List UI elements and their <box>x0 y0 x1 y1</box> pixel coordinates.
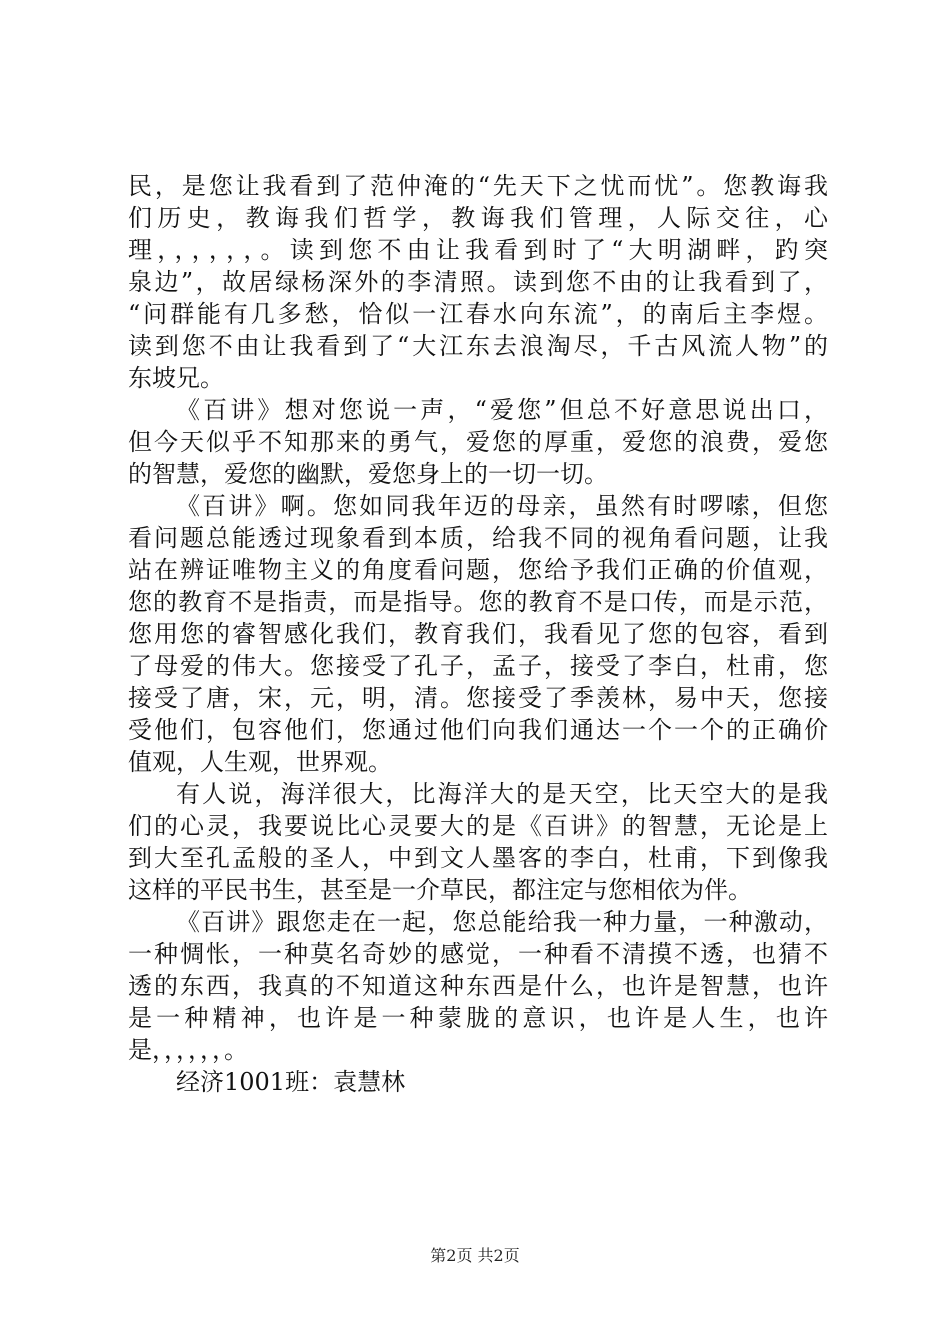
text-line: “问群能有几多愁，恰似一江春水向东流”，的南后主李煜。 <box>128 300 828 328</box>
text-line: 透的东西，我真的不知道这种东西是什么，也许是智慧，也许 <box>128 972 828 1000</box>
text-line: 接受了唐，宋，元，明，清。您接受了季羡林，易中天，您接 <box>128 684 828 712</box>
text-line: 《百讲》啊。您如同我年迈的母亲，虽然有时啰嗦，但您 <box>176 492 828 520</box>
text-line: 是一种精神，也许是一种蒙胧的意识，也许是人生，也许 <box>128 1004 828 1032</box>
text-line: 但今天似乎不知那来的勇气，爱您的厚重，爱您的浪费，爱您 <box>128 428 828 456</box>
text-line: 们历史，教诲我们哲学，教诲我们管理，人际交往，心 <box>128 204 828 232</box>
text-line: 《百讲》跟您走在一起，您总能给我一种力量，一种激动， <box>176 908 828 936</box>
text-line: 的智慧，爱您的幽默，爱您身上的一切一切。 <box>128 460 608 488</box>
text-line: 您的教育不是指责，而是指导。您的教育不是口传，而是示范， <box>128 588 828 616</box>
text-line: 东坡兄。 <box>128 364 224 392</box>
text-line: 理，，，，，，。读到您不由让我看到时了“大明湖畔，趵突 <box>128 236 828 264</box>
text-line: 值观，人生观，世界观。 <box>128 748 392 776</box>
text-line: 看问题总能透过现象看到本质，给我不同的视角看问题，让我 <box>128 524 828 552</box>
text-line: 泉边”，故居绿杨深外的李清照。读到您不由的让我看到了， <box>128 268 828 296</box>
page-footer: 第2页 共2页 <box>430 1246 520 1265</box>
text-line: 您用您的睿智感化我们，教育我们，我看见了您的包容，看到 <box>128 620 828 648</box>
text-line: 了母爱的伟大。您接受了孔子，孟子，接受了李白，杜甫，您 <box>128 652 828 680</box>
text-line: 到大至孔孟般的圣人，中到文人墨客的李白，杜甫，下到像我 <box>128 844 828 872</box>
text-line: 民，是您让我看到了范仲淹的“先天下之忧而忧”。您教诲我 <box>128 172 828 200</box>
essay-body <box>128 170 828 1098</box>
text-line: 有人说，海洋很大，比海洋大的是天空，比天空大的是我 <box>176 780 828 808</box>
text-line: 站在辨证唯物主义的角度看问题，您给予我们正确的价值观， <box>128 556 828 584</box>
text-line: 是，，，，，，。 <box>128 1036 248 1064</box>
text-line: 读到您不由让我看到了“大江东去浪淘尽，千古风流人物”的 <box>128 332 828 360</box>
text-line: 《百讲》想对您说一声，“爱您”但总不好意思说出口， <box>176 396 828 424</box>
text-line: 们的心灵，我要说比心灵要大的是《百讲》的智慧，无论是上 <box>128 812 828 840</box>
text-line: 一种惆怅，一种莫名奇妙的感觉，一种看不清摸不透，也猜不 <box>128 940 828 968</box>
text-line: 受他们，包容他们，您通过他们向我们通达一个一个的正确价 <box>128 716 828 744</box>
text-line: 这样的平民书生，甚至是一介草民，都注定与您相依为伴。 <box>128 876 752 904</box>
author-signature: 经济1001班：袁慧林 <box>176 1068 406 1096</box>
